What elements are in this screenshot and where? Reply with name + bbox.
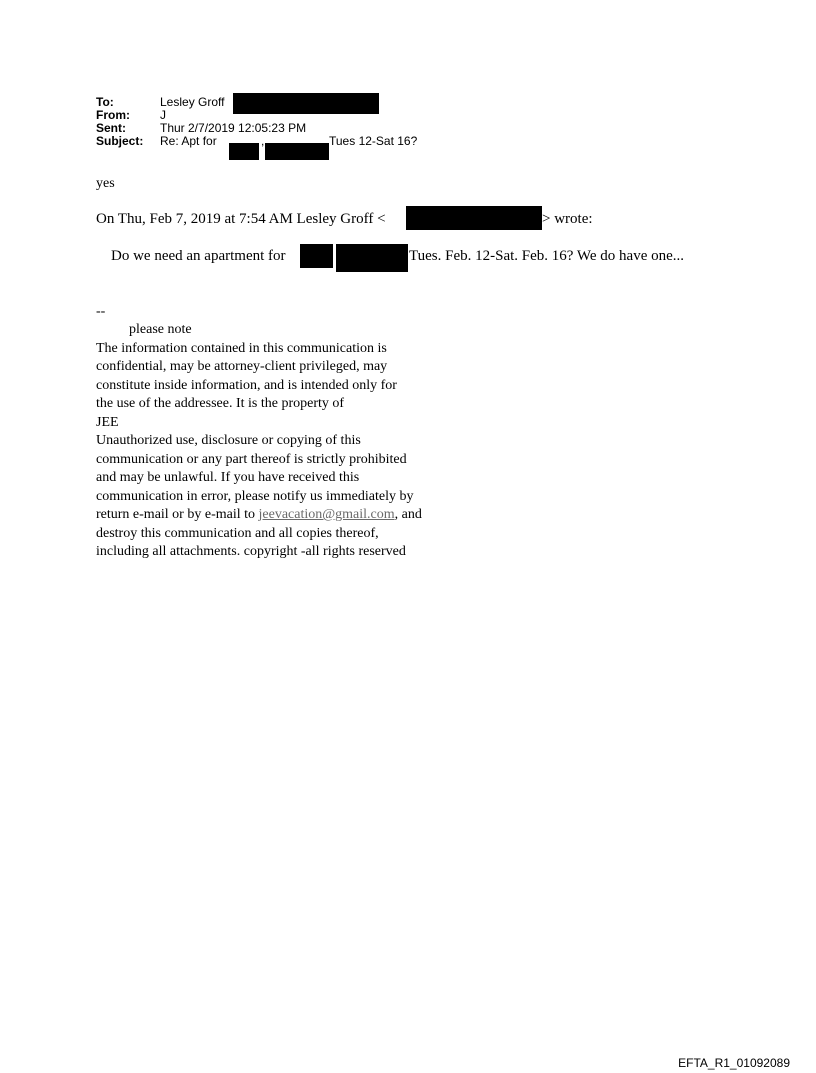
sent-value: Thur 2/7/2019 12:05:23 PM xyxy=(160,121,307,135)
from-value: J xyxy=(160,108,166,122)
signature-separator: -- xyxy=(96,304,106,319)
please-note: please note xyxy=(129,322,192,337)
disclaimer-line: The information contained in this communication is xyxy=(96,341,387,356)
disclaimer-line: the use of the addressee. It is the property of xyxy=(96,396,345,411)
subject-label: Subject: xyxy=(96,134,144,148)
bates-number: EFTA_R1_01092089 xyxy=(678,1056,790,1070)
redaction-quoted-1 xyxy=(300,244,333,268)
redaction-quoted-2 xyxy=(336,244,408,272)
email-line-prefix: return e-mail or by e-mail to xyxy=(96,507,259,522)
disclaimer-line: Unauthorized use, disclosure or copying of this xyxy=(96,433,361,448)
from-label: From: xyxy=(96,108,130,122)
disclaimer-line: communication or any part thereof is strictly prohibited xyxy=(96,452,407,467)
subject-comma: , xyxy=(261,134,265,148)
email-link[interactable]: jeevacation@gmail.com xyxy=(258,507,395,522)
disclaimer-line: destroy this communication and all copies thereof, xyxy=(96,526,379,541)
email-line-suffix: , and xyxy=(394,507,422,522)
quote-intro-prefix: On Thu, Feb 7, 2019 at 7:54 AM Lesley Groff < xyxy=(96,211,386,227)
quoted-text-suffix: Tues. Feb. 12-Sat. Feb. 16? We do have one... xyxy=(409,248,685,264)
disclaimer-line: including all attachments. copyright -all rights reserved xyxy=(96,544,406,559)
quoted-text-prefix: Do we need an apartment for xyxy=(111,248,286,264)
redaction-subject-2 xyxy=(265,143,329,160)
disclaimer-line: communication in error, please notify us immediately by xyxy=(96,489,414,504)
subject-prefix: Re: Apt for xyxy=(160,134,217,148)
redaction-to-email xyxy=(233,93,379,114)
disclaimer-line: constitute inside information, and is intended only for xyxy=(96,378,397,393)
reply-text: yes xyxy=(96,176,115,191)
disclaimer-line: confidential, may be attorney-client privileged, may xyxy=(96,359,388,374)
redaction-subject-1 xyxy=(229,143,259,160)
to-value: Lesley Groff xyxy=(160,95,225,109)
disclaimer-email-line xyxy=(96,506,422,525)
subject-suffix: Tues 12-Sat 16? xyxy=(329,134,418,148)
disclaimer-line: and may be unlawful. If you have received this xyxy=(96,470,360,485)
quote-intro-suffix: > wrote: xyxy=(542,211,593,227)
to-label: To: xyxy=(96,95,114,109)
disclaimer-line: JEE xyxy=(96,415,119,430)
sent-label: Sent: xyxy=(96,121,126,135)
redaction-quote-email xyxy=(406,206,542,230)
